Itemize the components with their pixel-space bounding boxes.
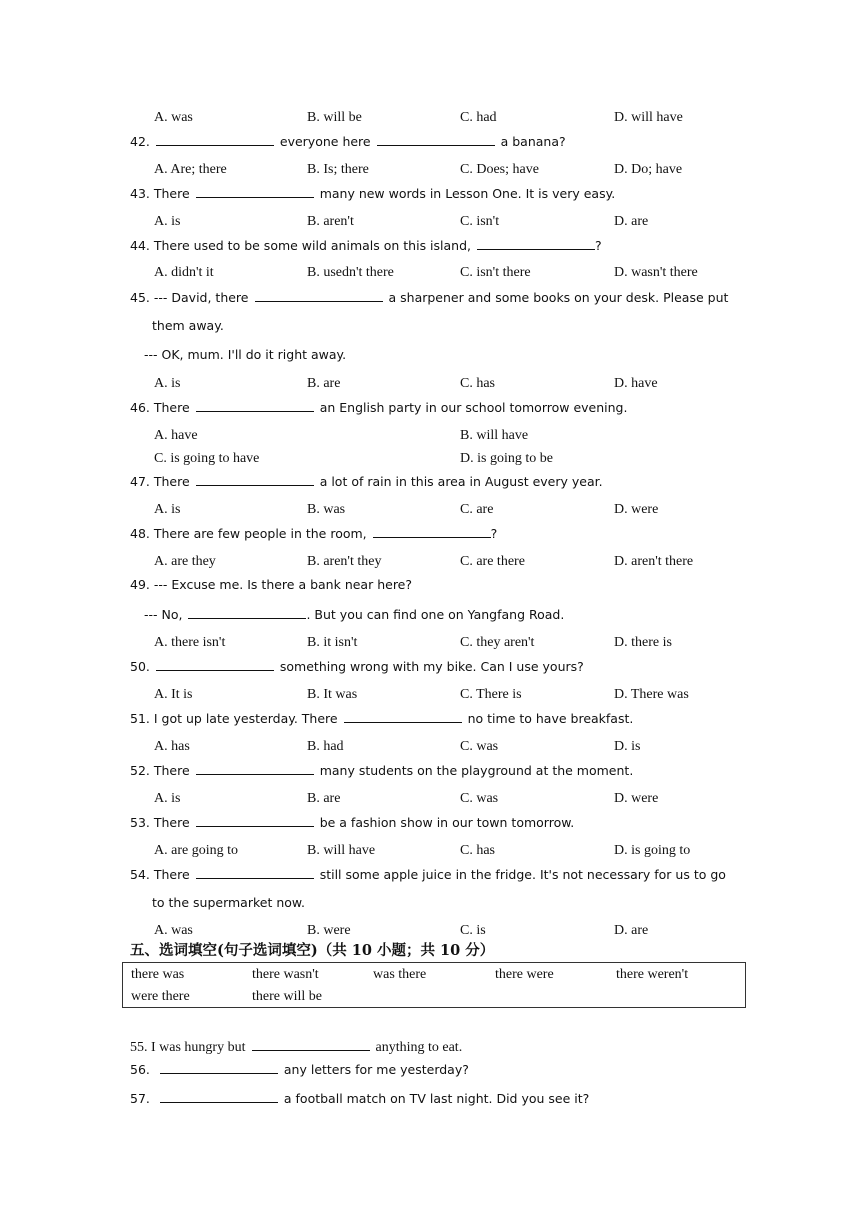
answer-blank[interactable]	[252, 1036, 370, 1051]
option-b[interactable]: B. will have	[460, 428, 529, 443]
question-text: I got up late yesterday. There	[153, 711, 338, 726]
options-row	[0, 263, 860, 283]
option-b[interactable]: B. was	[307, 502, 346, 517]
option-d[interactable]: D. There was	[614, 687, 689, 702]
answer-blank[interactable]	[196, 183, 314, 198]
question-text: anything to eat.	[375, 1040, 463, 1055]
question-text: There	[153, 400, 190, 415]
option-d[interactable]: D. were	[614, 791, 659, 806]
question-49	[0, 575, 860, 595]
answer-blank[interactable]	[196, 760, 314, 775]
option-c[interactable]: C. isn't there	[460, 265, 531, 280]
question-number: 56.	[130, 1062, 150, 1077]
fill-question-55	[0, 1036, 860, 1056]
question-number: 43.	[130, 186, 150, 201]
option-c[interactable]: C. There is	[460, 687, 522, 702]
option-b[interactable]: B. usedn't there	[307, 265, 394, 280]
option-d[interactable]: D. are	[614, 923, 649, 938]
question-number: 42.	[130, 134, 150, 149]
option-a[interactable]: A. is	[154, 376, 181, 391]
question-54-continuation	[0, 893, 860, 913]
word-bank-item: was there	[373, 967, 427, 982]
question-text: I was hungry but	[151, 1040, 246, 1055]
options-row	[0, 212, 860, 232]
question-49-reply	[0, 604, 860, 624]
answer-blank[interactable]	[196, 864, 314, 879]
option-d[interactable]: D. is going to	[614, 843, 691, 858]
question-number: 57.	[130, 1091, 150, 1106]
option-d[interactable]: D. will have	[614, 110, 683, 125]
options-row	[0, 500, 860, 520]
option-b[interactable]: B. had	[307, 739, 344, 754]
options-row	[0, 449, 860, 469]
option-d[interactable]: D. are	[614, 214, 649, 229]
option-a[interactable]: A. was	[154, 110, 193, 125]
answer-blank[interactable]	[156, 131, 274, 146]
option-d[interactable]: D. aren't there	[614, 554, 694, 569]
question-text: ?	[490, 526, 498, 541]
answer-blank[interactable]	[160, 1088, 278, 1103]
option-d[interactable]: D. were	[614, 502, 659, 517]
question-text: a football match on TV last night. Did you see it?	[283, 1091, 590, 1106]
question-text: an English party in our school tomorrow evening.	[319, 400, 628, 415]
fill-question-56	[0, 1059, 860, 1079]
option-c[interactable]: C. are	[460, 502, 494, 517]
options-row	[0, 789, 860, 809]
answer-blank[interactable]	[377, 131, 495, 146]
question-text: be a fashion show in our town tomorrow.	[319, 815, 575, 830]
option-c[interactable]: C. had	[460, 110, 497, 125]
question-text: There	[153, 815, 190, 830]
options-row	[0, 841, 860, 861]
option-b[interactable]: B. It was	[307, 687, 358, 702]
option-b[interactable]: B. aren't	[307, 214, 354, 229]
answer-blank[interactable]	[344, 708, 462, 723]
option-c[interactable]: C. has	[460, 843, 495, 858]
option-a[interactable]: A. have	[154, 428, 198, 443]
question-number: 53.	[130, 815, 150, 830]
answer-blank[interactable]	[156, 656, 274, 671]
question-52	[0, 760, 860, 780]
option-c[interactable]: C. is	[460, 923, 486, 938]
option-b[interactable]: B. aren't they	[307, 554, 382, 569]
question-53	[0, 812, 860, 832]
option-d[interactable]: D. there is	[614, 635, 672, 650]
option-c[interactable]: C. they aren't	[460, 635, 535, 650]
answer-blank[interactable]	[373, 523, 491, 538]
question-48	[0, 523, 860, 543]
question-text: something wrong with my bike. Can I use yours?	[279, 659, 584, 674]
answer-blank[interactable]	[196, 471, 314, 486]
question-text: them away.	[152, 318, 224, 333]
option-c[interactable]: C. was	[460, 739, 499, 754]
option-a[interactable]: A. is	[154, 502, 181, 517]
question-text: a sharpener and some books on your desk. Please put	[388, 290, 729, 305]
question-number: 54.	[130, 867, 150, 882]
option-c[interactable]: C. has	[460, 376, 495, 391]
word-bank-item: there will be	[252, 989, 322, 1004]
question-text: There	[153, 474, 190, 489]
question-number: 46.	[130, 400, 150, 415]
question-45	[0, 287, 860, 307]
option-a[interactable]: A. is	[154, 791, 181, 806]
question-text: --- No,	[144, 607, 183, 622]
question-text: many students on the playground at the moment.	[319, 763, 634, 778]
option-a[interactable]: A. there isn't	[154, 635, 226, 650]
question-text: . But you can find one on Yangfang Road.	[306, 607, 565, 622]
question-text: There used to be some wild animals on this island,	[153, 238, 472, 253]
word-bank-item: were there	[131, 989, 190, 1004]
option-d[interactable]: D. is going to be	[460, 451, 553, 466]
option-b[interactable]: B. were	[307, 923, 351, 938]
answer-blank[interactable]	[477, 235, 595, 250]
question-text: still some apple juice in the fridge. It's not necessary for us to go	[319, 867, 726, 882]
question-number: 52.	[130, 763, 150, 778]
word-bank-item: there was	[131, 967, 185, 982]
question-text: any letters for me yesterday?	[283, 1062, 469, 1077]
option-d[interactable]: D. have	[614, 376, 658, 391]
question-text: There	[153, 186, 190, 201]
question-text: --- Excuse me. Is there a bank near here?	[153, 577, 413, 592]
question-text: to the supermarket now.	[152, 895, 305, 910]
options-row	[0, 160, 860, 180]
question-51	[0, 708, 860, 728]
options-row	[0, 921, 860, 941]
question-45-reply	[0, 345, 860, 365]
question-text: --- OK, mum. I'll do it right away.	[144, 347, 347, 362]
answer-blank[interactable]	[196, 397, 314, 412]
question-number: 50.	[130, 659, 150, 674]
options-row	[0, 737, 860, 757]
answer-blank[interactable]	[255, 287, 383, 302]
option-a[interactable]: A. Are; there	[154, 162, 227, 177]
question-number: 47.	[130, 474, 150, 489]
option-b[interactable]: B. will have	[307, 843, 376, 858]
option-a[interactable]: A. was	[154, 923, 193, 938]
option-d[interactable]: D. Do; have	[614, 162, 683, 177]
answer-blank[interactable]	[160, 1059, 278, 1074]
question-number: 45.	[130, 290, 150, 305]
answer-blank[interactable]	[188, 604, 306, 619]
option-b[interactable]: B. Is; there	[307, 162, 369, 177]
option-c[interactable]: C. Does; have	[460, 162, 539, 177]
option-b[interactable]: B. will be	[307, 110, 362, 125]
question-text: ?	[595, 238, 602, 253]
word-bank-item: there wasn't	[252, 967, 319, 982]
question-text: no time to have breakfast.	[467, 711, 634, 726]
option-c[interactable]: C. was	[460, 791, 499, 806]
options-row	[0, 633, 860, 653]
question-number: 44.	[130, 238, 150, 253]
word-bank	[122, 962, 746, 1008]
option-a[interactable]: A. has	[154, 739, 190, 754]
question-50	[0, 656, 860, 676]
option-b[interactable]: B. are	[307, 376, 341, 391]
question-text: There	[153, 763, 190, 778]
option-a[interactable]: A. is	[154, 214, 181, 229]
question-text: There	[153, 867, 190, 882]
options-row	[0, 685, 860, 705]
question-number: 49.	[130, 577, 150, 592]
question-54	[0, 864, 860, 884]
question-text: many new words in Lesson One. It is very easy.	[319, 186, 616, 201]
word-bank-item: there were	[495, 967, 554, 982]
question-text: everyone here	[279, 134, 371, 149]
options-row	[0, 374, 860, 394]
section-title: 五、选词填空(句子选词填空)（共 10 小题；共 10 分）	[130, 942, 495, 959]
question-text: There are few people in the room,	[153, 526, 367, 541]
question-47	[0, 471, 860, 491]
option-a[interactable]: A. are going to	[154, 843, 238, 858]
option-c[interactable]: C. isn't	[460, 214, 500, 229]
options-row	[0, 108, 860, 128]
question-text: a lot of rain in this area in August every year.	[319, 474, 603, 489]
option-a[interactable]: A. didn't it	[154, 265, 214, 280]
question-44	[0, 235, 860, 255]
option-d[interactable]: D. wasn't there	[614, 265, 698, 280]
question-42	[0, 131, 860, 151]
question-43	[0, 183, 860, 203]
question-46	[0, 397, 860, 417]
option-a[interactable]: A. It is	[154, 687, 193, 702]
options-row	[0, 552, 860, 572]
question-number: 55.	[130, 1040, 148, 1055]
option-c[interactable]: C. are there	[460, 554, 525, 569]
options-row	[0, 426, 860, 446]
word-bank-item: there weren't	[616, 967, 689, 982]
option-c[interactable]: C. is going to have	[154, 451, 260, 466]
question-text: a banana?	[500, 134, 566, 149]
answer-blank[interactable]	[196, 812, 314, 827]
question-45-continuation	[0, 316, 860, 336]
question-text: --- David, there	[153, 290, 249, 305]
option-a[interactable]: A. are they	[154, 554, 216, 569]
option-b[interactable]: B. are	[307, 791, 341, 806]
question-number: 51.	[130, 711, 150, 726]
option-d[interactable]: D. is	[614, 739, 641, 754]
fill-question-57	[0, 1088, 860, 1108]
option-b[interactable]: B. it isn't	[307, 635, 358, 650]
question-number: 48.	[130, 526, 150, 541]
